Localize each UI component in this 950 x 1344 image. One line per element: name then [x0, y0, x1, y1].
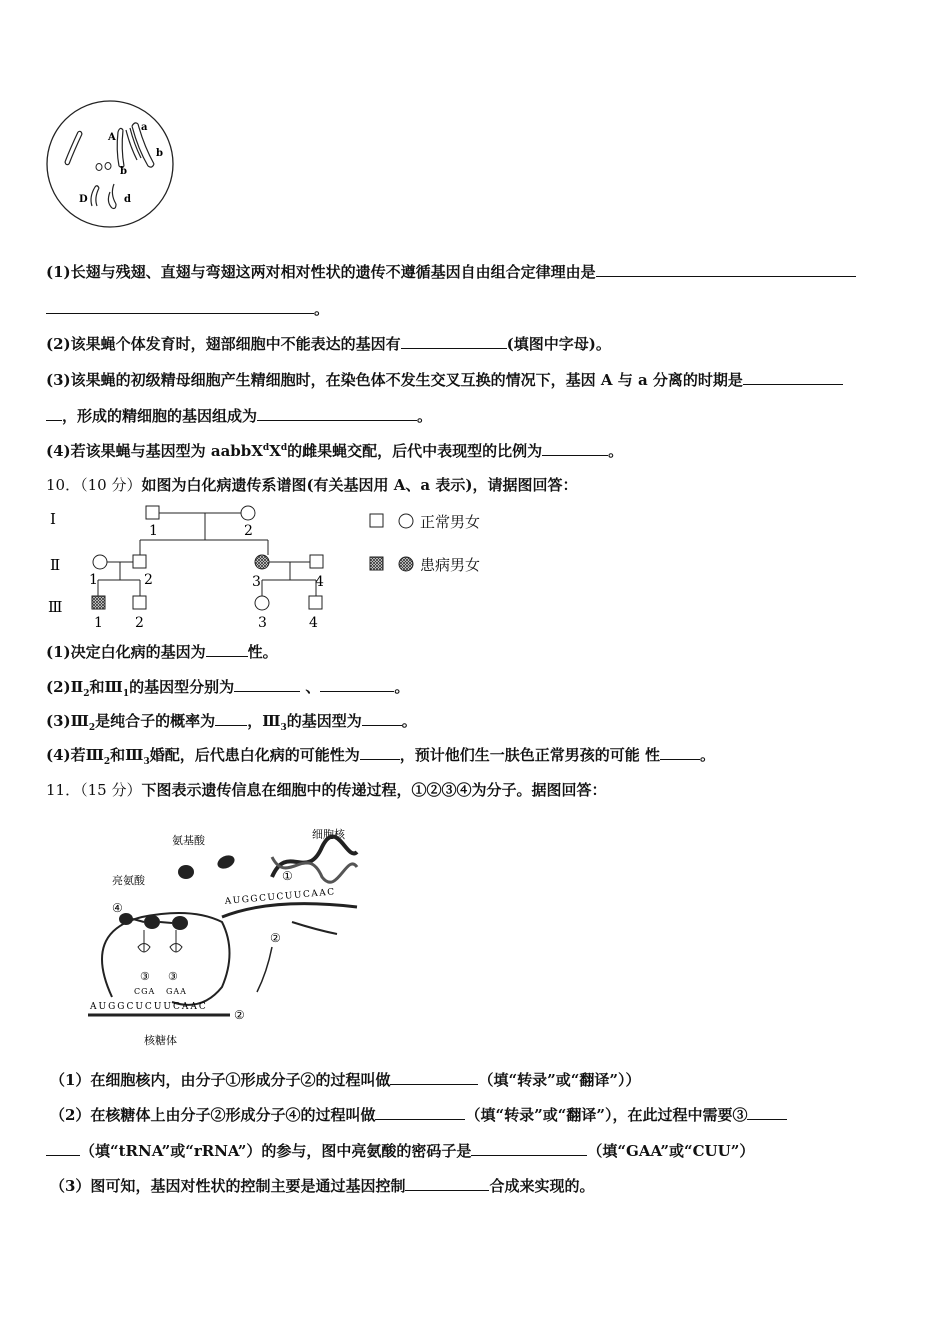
svg-text:4: 4 — [309, 615, 318, 631]
gen3-female-3 — [255, 596, 269, 610]
gene-label-A: A — [108, 132, 116, 143]
gene-label-a: a — [141, 122, 148, 133]
q9-item-1-cont: 。 — [46, 298, 329, 319]
svg-text:②: ② — [234, 1008, 245, 1022]
legend-normal-label: 正常男女 — [420, 513, 481, 531]
gen3-male-4 — [309, 596, 322, 609]
gen-label-3: Ⅲ — [48, 598, 63, 616]
svg-text:GAA: GAA — [166, 987, 187, 996]
q9-item-3: (3)该果蝇的初级精母细胞产生精细胞时，在染色体不发生交叉互换的情况下，基因 A 与 a 分离的时期是 — [46, 369, 843, 390]
q11-blank-2c[interactable] — [46, 1141, 80, 1156]
legend-affected-icons — [368, 554, 418, 574]
chromosome-dot-1 — [96, 164, 102, 171]
svg-text:4: 4 — [315, 574, 324, 590]
q9-blank-3c[interactable] — [257, 406, 417, 421]
q9-item-1: (1)长翅与残翅、直翅与弯翅这两对相对性状的遗传不遵循基因自由组合定律理由是 — [46, 261, 856, 282]
q9-blank-3b[interactable] — [46, 406, 62, 421]
chromosome-cell-figure — [40, 94, 190, 234]
chromosome-2 — [117, 128, 124, 167]
gene-label-d: d — [124, 194, 131, 205]
q10-blank-4b[interactable] — [660, 745, 700, 760]
svg-text:1: 1 — [89, 572, 98, 588]
gen1-male-1 — [146, 506, 159, 519]
q10-blank-3b[interactable] — [362, 711, 402, 726]
q11-blank-1[interactable] — [390, 1070, 478, 1085]
q10-blank-2a[interactable] — [234, 677, 300, 692]
gen1-female-2 — [241, 506, 255, 520]
q9-item-4: (4)若该果蝇与基因型为 $aabbX^dX^d$的雌果蝇交配，后代中表现型的比例为 。 — [46, 442, 624, 460]
svg-text:AUGGCUCUUCAAC: AUGGCUCUUCAAC — [90, 1002, 208, 1012]
svg-text:2: 2 — [244, 523, 253, 539]
amino-acid-free-2 — [215, 853, 236, 871]
q11-item-2: （2）在核糖体上由分子②形成分子④的过程叫做 （填“转录”或“翻译”），在此过程中需要③ — [50, 1104, 787, 1125]
label-nucleus: 细胞核 — [312, 828, 345, 841]
label-amino-acid: 氨基酸 — [172, 834, 205, 847]
q10-item-1: (1)决定白化病的基因为 性。 — [46, 643, 278, 661]
q10-blank-4a[interactable] — [360, 745, 400, 760]
q10-blank-1[interactable] — [206, 642, 248, 657]
svg-text:③: ③ — [168, 970, 178, 983]
trna-1 — [138, 930, 150, 952]
svg-text:1: 1 — [149, 523, 158, 539]
q9-blank-1a[interactable] — [596, 262, 856, 277]
gene-label-b1: b — [120, 166, 127, 177]
gen2-female-3-affected — [255, 555, 269, 569]
q9-blank-2[interactable] — [401, 334, 507, 349]
svg-text:CGA: CGA — [134, 987, 156, 996]
chromosome-dot-2 — [105, 163, 111, 170]
svg-text:②: ② — [270, 931, 281, 945]
q11-item-1: （1）在细胞核内，由分子①形成分子②的过程叫做 （填“转录”或“翻译”）） — [50, 1071, 641, 1089]
translation-diagram — [82, 822, 382, 1052]
q11-blank-2b[interactable] — [747, 1105, 787, 1120]
gene-label-b2: b — [156, 148, 163, 159]
svg-text:3: 3 — [252, 574, 261, 590]
gen3-male-2 — [133, 596, 146, 609]
q10-item-4: (4)若$Ⅲ_2$和$Ⅲ_3$婚配，后代患白化病的可能性为 ，预计他们生一肤色正常男孩的可能 性 。 — [46, 746, 715, 767]
q10-stem: 10．（10 分）如图为白化病遗传系谱图(有关基因用 A、a 表示)，请据图回答： — [46, 476, 578, 494]
gen2-male-2 — [133, 555, 146, 568]
svg-text:3: 3 — [258, 615, 267, 631]
q10-blank-3a[interactable] — [215, 711, 247, 726]
gen2-female-1 — [93, 555, 107, 569]
svg-text:③: ③ — [140, 970, 150, 983]
legend-affected-label: 患病男女 — [420, 556, 481, 574]
q11-stem: 11．（15 分）下图表示遗传信息在细胞中的传递过程，①②③④为分子。据图回答： — [46, 781, 607, 799]
trna-2 — [170, 930, 182, 952]
svg-text:2: 2 — [135, 615, 144, 631]
q9-item-3-cont: ，形成的精细胞的基因组成为 。 — [46, 405, 432, 426]
gen3-male-1-affected — [92, 596, 105, 609]
q10-item-2: $(2)Ⅱ_2$和$Ⅲ_1$的基因型分别为 、 。 — [46, 678, 410, 699]
q11-blank-2a[interactable] — [375, 1105, 465, 1120]
q10-item-3: $(3)Ⅲ_2$是纯合子的概率为 ，$Ⅲ_3$的基因型为 。 — [46, 712, 417, 733]
gen2-male-4 — [310, 555, 323, 568]
q9-blank-3a[interactable] — [743, 370, 843, 385]
q11-item-3: （3）图可知，基因对性状的控制主要是通过基因控制 合成来实现的。 — [50, 1177, 595, 1195]
q11-item-2-cont: （填“tRNA”或“rRNA”）的参与，图中亮氨酸的密码子是 （填“GAA”或“CUU”） — [46, 1140, 754, 1161]
gen-label-1: Ⅰ — [50, 510, 56, 528]
label-leucine: 亮氨酸 — [112, 874, 145, 887]
label-ribosome: 核糖体 — [144, 1034, 177, 1047]
svg-text:1: 1 — [94, 615, 103, 631]
chromosome-6 — [108, 184, 116, 209]
chromosome-5 — [91, 186, 99, 206]
amino-acid-free-1 — [178, 865, 194, 879]
q11-blank-2d[interactable] — [471, 1141, 587, 1156]
svg-text:①: ① — [282, 869, 293, 883]
svg-text:④: ④ — [112, 901, 123, 915]
pedigree-chart — [40, 500, 350, 635]
legend-normal-icons — [368, 511, 418, 531]
svg-text:2: 2 — [144, 572, 153, 588]
mrna-strand-top — [222, 904, 357, 917]
q9-item-2: (2)该果蝇个体发育时，翅部细胞中不能表达的基因有 (填图中字母)。 — [46, 335, 611, 353]
gen-label-2: Ⅱ — [50, 556, 61, 574]
q10-blank-2b[interactable] — [320, 677, 394, 692]
q9-blank-1b[interactable] — [46, 299, 314, 314]
q11-blank-3[interactable] — [405, 1176, 489, 1191]
chromosome-1 — [65, 132, 82, 164]
q9-blank-4[interactable] — [542, 441, 608, 456]
gene-label-D: D — [79, 194, 88, 205]
svg-text:AUGGCUCUUCAAC: AUGGCUCUUCAAC — [224, 887, 337, 907]
